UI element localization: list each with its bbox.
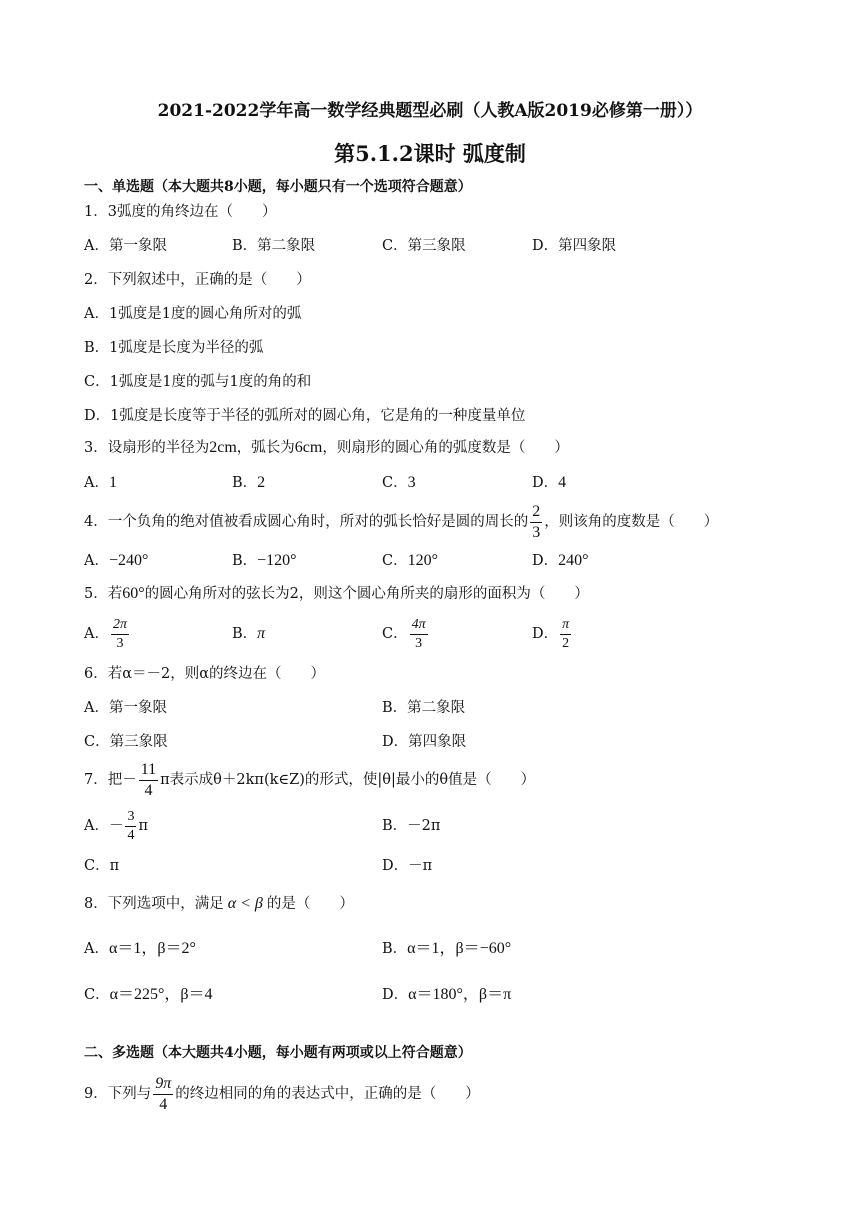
q1-option-b: B．第二象限	[232, 238, 316, 254]
question-3-stem	[84, 438, 569, 458]
q2-option-a: A．1弧度是1度的圆心角所对的弧	[84, 306, 302, 322]
q3-option-d: D．4	[532, 474, 567, 491]
section-multiple-choice: 二、多选题（本大题共4小题，每小题有两项或以上符合题意）	[84, 1045, 472, 1061]
q6-option-c: C．第三象限	[84, 734, 168, 750]
q2-option-c: C．1弧度是1度的弧与1度的角的和	[84, 374, 312, 390]
q1-option-a: A．第一象限	[84, 238, 167, 254]
series-title: 2021-2022学年高一数学经典题型必刷（人教A版2019必修第一册））	[157, 101, 703, 121]
q7-option-c: C．π	[84, 858, 120, 874]
question-2-stem: 2．下列叙述中，正确的是（ ）	[84, 272, 311, 288]
question-9-stem: 9．下列与 $\frac{9\pi}{4}$ 的终边相同的角的表达式中，正确的是（ ）	[84, 1074, 480, 1113]
question-8-stem: 8．下列选项中，满足 α < β 的是（ ）	[84, 895, 354, 912]
q3-radius: 2cm	[209, 439, 237, 456]
q2-option-d: D．1弧度是长度等于半径的弧所对的圆心角，它是角的一种度量单位	[84, 408, 526, 424]
section-single-choice: 一、单选题（本大题共8小题，每小题只有一个选项符合题意）	[84, 179, 472, 195]
q5-option-d: D． $\frac{\pi}{2}$	[532, 616, 570, 651]
q5-option-a: A． $\frac{2\pi}{3}$	[84, 616, 127, 651]
question-6-stem: 6．若α＝－2，则α的终边在（ ）	[84, 666, 326, 682]
question-1-stem: 1．3弧度的角终边在（ ）	[84, 204, 277, 220]
lesson-title: 第5.1.2课时 弧度制	[334, 141, 526, 166]
q5-option-b: B．π	[232, 625, 266, 642]
q6-option-d: D．第四象限	[382, 734, 467, 750]
q7-option-d: D．－π	[382, 858, 433, 874]
q3-option-a: A．1	[84, 474, 117, 491]
q4-fraction: $\frac{2}{3}$	[532, 502, 541, 541]
q8-option-a: A．α＝1，β＝2°	[84, 940, 196, 957]
q4-option-a: A．−240°	[84, 552, 149, 569]
q7-option-a: A．－ $\frac{3}{4}$ π	[84, 808, 149, 843]
q1-option-d: D．第四象限	[532, 238, 617, 254]
q8-option-d: D．α＝180°，β＝π	[382, 986, 512, 1003]
q8-option-b: B．α＝1，β＝−60°	[382, 940, 512, 957]
q3-stem-c: ，则扇形的圆心角的弧度数是（ ）	[322, 440, 569, 456]
question-5-stem: 5．若60°的圆心角所对的弦长为2，则这个圆心角所夹的扇形的面积为（ ）	[84, 585, 589, 602]
q6-option-b: B．第二象限	[382, 700, 466, 716]
q1-option-c: C．第三象限	[382, 238, 466, 254]
q6-option-a: A．第一象限	[84, 700, 167, 716]
q3-option-c: C．3	[382, 474, 416, 491]
q3-option-b: B．2	[232, 474, 266, 491]
q2-option-b: B．1弧度是长度为半径的弧	[84, 340, 264, 356]
question-4-stem: 4．一个负角的绝对值被看成圆心角时，所对的弧长恰好是圆的周长的 $\frac{2}{3}$ ，则该角的度数是（ ）	[84, 502, 719, 541]
q3-stem-a: 3．设扇形的半径为	[84, 440, 210, 456]
q4-option-b: B．−120°	[232, 552, 297, 569]
q5-option-c: C． $\frac{4\pi}{3}$	[382, 616, 426, 651]
q3-arc-length: 6cm	[294, 439, 323, 456]
q3-stem-b: ，弧长为	[236, 440, 295, 456]
q4-option-d: D．240°	[532, 552, 589, 569]
question-7-stem: 7．把－ $\frac{11}{4}$ π表示成θ＋2kπ(k∈Z)的形式，使|θ|最小的θ值是（ ）	[84, 760, 536, 799]
q7-option-b: B．－2π	[382, 818, 441, 834]
q8-option-c: C．α＝225°，β＝4	[84, 986, 213, 1003]
q4-option-c: C．120°	[382, 552, 439, 569]
